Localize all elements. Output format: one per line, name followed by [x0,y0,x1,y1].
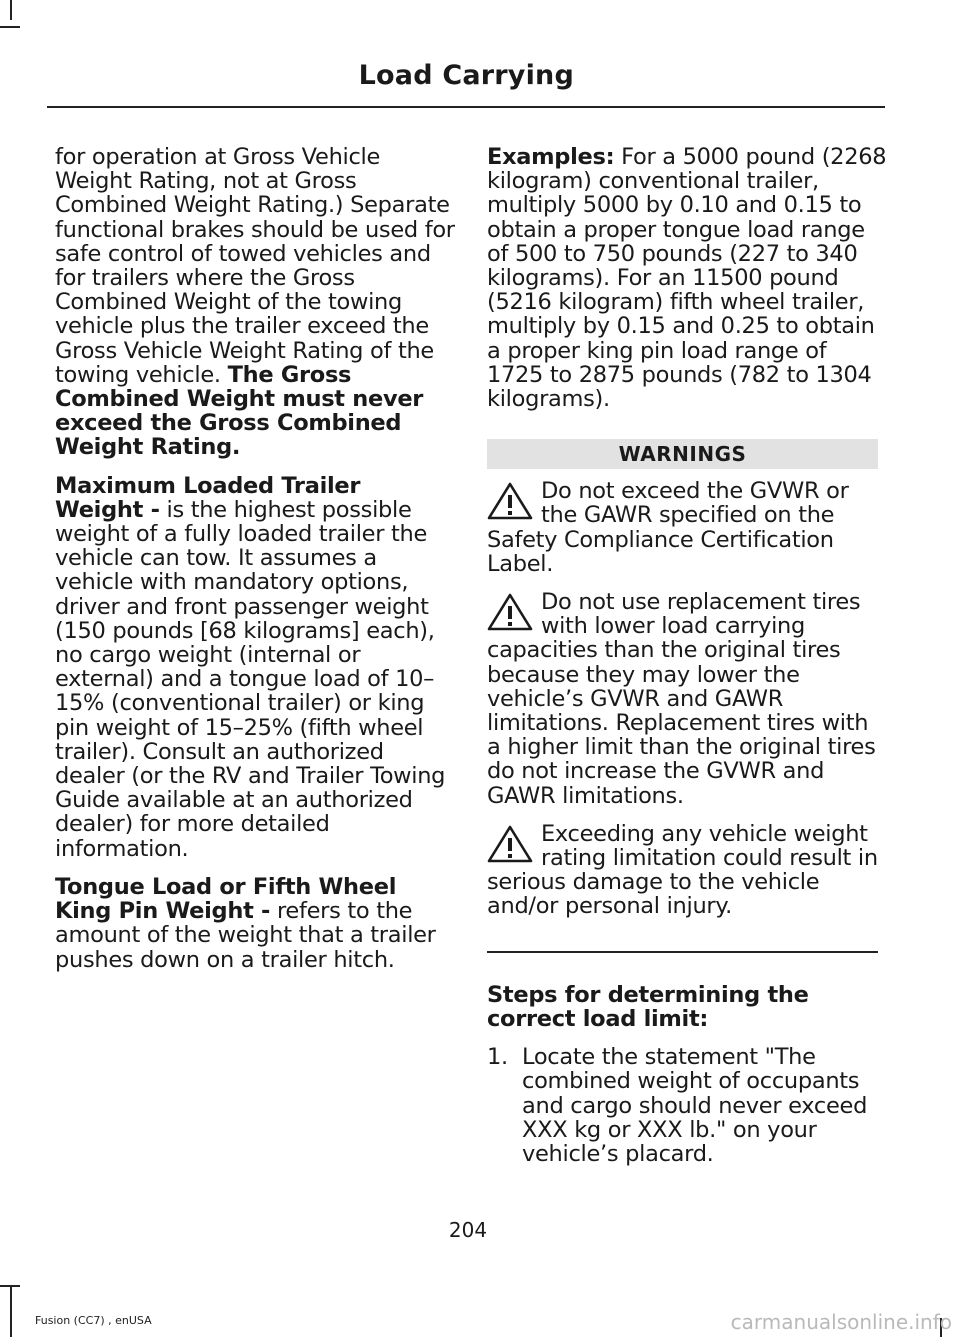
header-divider [47,106,885,108]
crop-mark-top-left-v [10,0,12,20]
paragraph-text: is the highest possible weight of a fully loaded trailer the vehicle can tow. It assumes a vehicle with mandatory options, driver and front passenger weight (150 pounds [68 kilograms] each), no cargo weight (internal or external) and a tongue load of 10–15% (conventional trailer) or king pin weight of 15–25% (fifth wheel trailer). Consult an authorized dealer (or the RV and Trailer Towing Guide available at an authorized dealer) for more detailed information. [55,496,446,862]
watermark-text: carmanualsonline.info [730,1310,952,1334]
warning-triangle-icon [487,481,533,521]
step-text: Locate the statement "The combined weight of occupants and cargo should never exceed XXX kg or XXX lb." on your vehicle’s placard. [522,1044,868,1167]
paragraph-brakes [55,145,455,460]
crop-mark-top-left-h [0,26,20,28]
paragraph-text: refers to the amount of the weight that a trailer pushes down on a trailer hitch. [55,898,436,973]
step-number: 1. [487,1044,508,1071]
term-label: Tongue Load or Fifth Wheel King Pin Weight - [55,873,397,925]
warnings-heading: WARNINGS [487,439,878,469]
warning-triangle-icon [487,824,533,864]
page-title: Load Carrying [358,60,574,91]
left-column [55,145,455,986]
footer-doc-info: Fusion (CC7) , enUSA [35,1314,152,1327]
paragraph-tongue-load [55,875,455,972]
term-label: Examples: [487,144,615,170]
crop-mark-bottom-left-h [0,1285,20,1287]
page-number: 204 [448,1218,488,1242]
warning-text: Do not exceed the GVWR or the GAWR specified on the Safety Compliance Certification Label. [487,478,849,577]
warning-text: Exceeding any vehicle weight rating limitation could result in serious damage to the vehicle and/or personal injury. [487,820,878,920]
bold-statement: The Gross Combined Weight must never exceed the Gross Combined Weight Rating. [55,361,424,461]
right-column [487,145,887,1166]
section-subheading: Steps for determining the correct load limit: [487,981,809,1032]
paragraph-max-trailer-weight [55,474,455,861]
paragraph-examples [487,145,887,411]
warning-item [487,822,887,919]
paragraph-text: for operation at Gross Vehicle Weight Rating, not at Gross Combined Weight Rating.) Separate functional brakes should be used for safe control of towed vehicles and for trailers where the Gross Combined Weight of the towing vehicle plus the trailer exceed the Gross Vehicle Weight Rating of the towing vehicle. [55,144,455,388]
warning-text: Do not use replacement tires with lower load carrying capacities than the original tires because they may lower the vehicle’s GVWR and GAWR limitations. Replacement tires with a higher limit than the original tires do not increase the GVWR and GAWR limitations. [487,589,876,809]
warning-triangle-icon [487,592,533,632]
warning-item [487,479,887,576]
crop-mark-bottom-left-v [10,1285,12,1337]
warning-item [487,590,887,808]
list-item [487,1045,887,1166]
paragraph-text: For a 5000 pound (2268 kilogram) conventional trailer, multiply 5000 by 0.10 and 0.15 to obtain a proper tongue load range of 500 to 750 pounds (227 to 340 kilograms). For an 11500 pound (5216 kilogram) fifth wheel trailer, multiply by 0.15 and 0.25 to obtain a proper king pin load range of 1725 to 2875 pounds (782 to 1304 kilograms). [487,144,887,413]
term-label: Maximum Loaded Trailer Weight - [55,472,361,523]
section-divider [487,951,878,953]
